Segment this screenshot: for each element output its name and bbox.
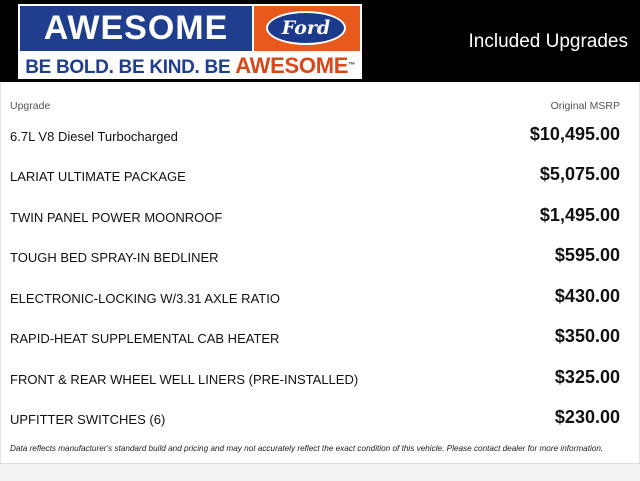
header-bar bbox=[0, 0, 640, 82]
upgrade-price: $1,495.00 bbox=[539, 205, 620, 225]
table-row bbox=[0, 203, 640, 233]
slogan-text: BE BOLD. BE KIND. BE bbox=[25, 57, 236, 78]
trademark-mark: ™ bbox=[348, 62, 355, 69]
logo-slogan bbox=[18, 52, 362, 79]
upgrade-price: $5,075.00 bbox=[539, 164, 620, 184]
bottom-band bbox=[0, 463, 640, 481]
upgrade-name: UPFITTER SWITCHES (6) bbox=[10, 412, 166, 427]
page-title: Included Upgrades bbox=[468, 31, 628, 52]
upgrade-name: LARIAT ULTIMATE PACKAGE bbox=[10, 169, 186, 184]
slogan-emphasis: AWESOME bbox=[235, 53, 349, 78]
upgrade-price: $325.00 bbox=[554, 367, 620, 387]
upgrade-name: TWIN PANEL POWER MOONROOF bbox=[10, 210, 223, 225]
upgrade-price: $10,495.00 bbox=[529, 124, 620, 144]
table-row bbox=[0, 162, 640, 192]
upgrade-name: 6.7L V8 Diesel Turbocharged bbox=[10, 129, 178, 144]
upgrade-name: TOUGH BED SPRAY-IN BEDLINER bbox=[10, 250, 219, 265]
table-row bbox=[0, 243, 640, 273]
upgrade-name: ELECTRONIC-LOCKING W/3.31 AXLE RATIO bbox=[10, 291, 280, 306]
column-header-upgrade: Upgrade bbox=[10, 100, 51, 112]
upgrade-name: RAPID-HEAT SUPPLEMENTAL CAB HEATER bbox=[10, 331, 280, 346]
table-row bbox=[0, 365, 640, 395]
upgrade-price: $430.00 bbox=[554, 286, 620, 306]
table-row bbox=[0, 284, 640, 314]
table-row bbox=[0, 324, 640, 354]
table-row bbox=[0, 122, 640, 152]
upgrade-name: FRONT & REAR WHEEL WELL LINERS (PRE-INSTALLED) bbox=[10, 372, 359, 387]
upgrade-price: $595.00 bbox=[554, 245, 620, 265]
upgrade-price: $230.00 bbox=[554, 407, 620, 427]
dealer-logo bbox=[18, 4, 362, 79]
disclaimer-note: Data reflects manufacturer's standard build and pricing and may not accurately reflect the exact condition of this vehicle. Please contact dealer for more information. bbox=[10, 444, 604, 453]
ford-oval-logo: Ford bbox=[266, 11, 346, 45]
table-row bbox=[0, 405, 640, 435]
upgrade-price: $350.00 bbox=[554, 326, 620, 346]
logo-wordmark: AWESOME bbox=[20, 6, 252, 51]
column-header-msrp: Original MSRP bbox=[550, 100, 620, 112]
logo-top-band bbox=[20, 6, 360, 51]
